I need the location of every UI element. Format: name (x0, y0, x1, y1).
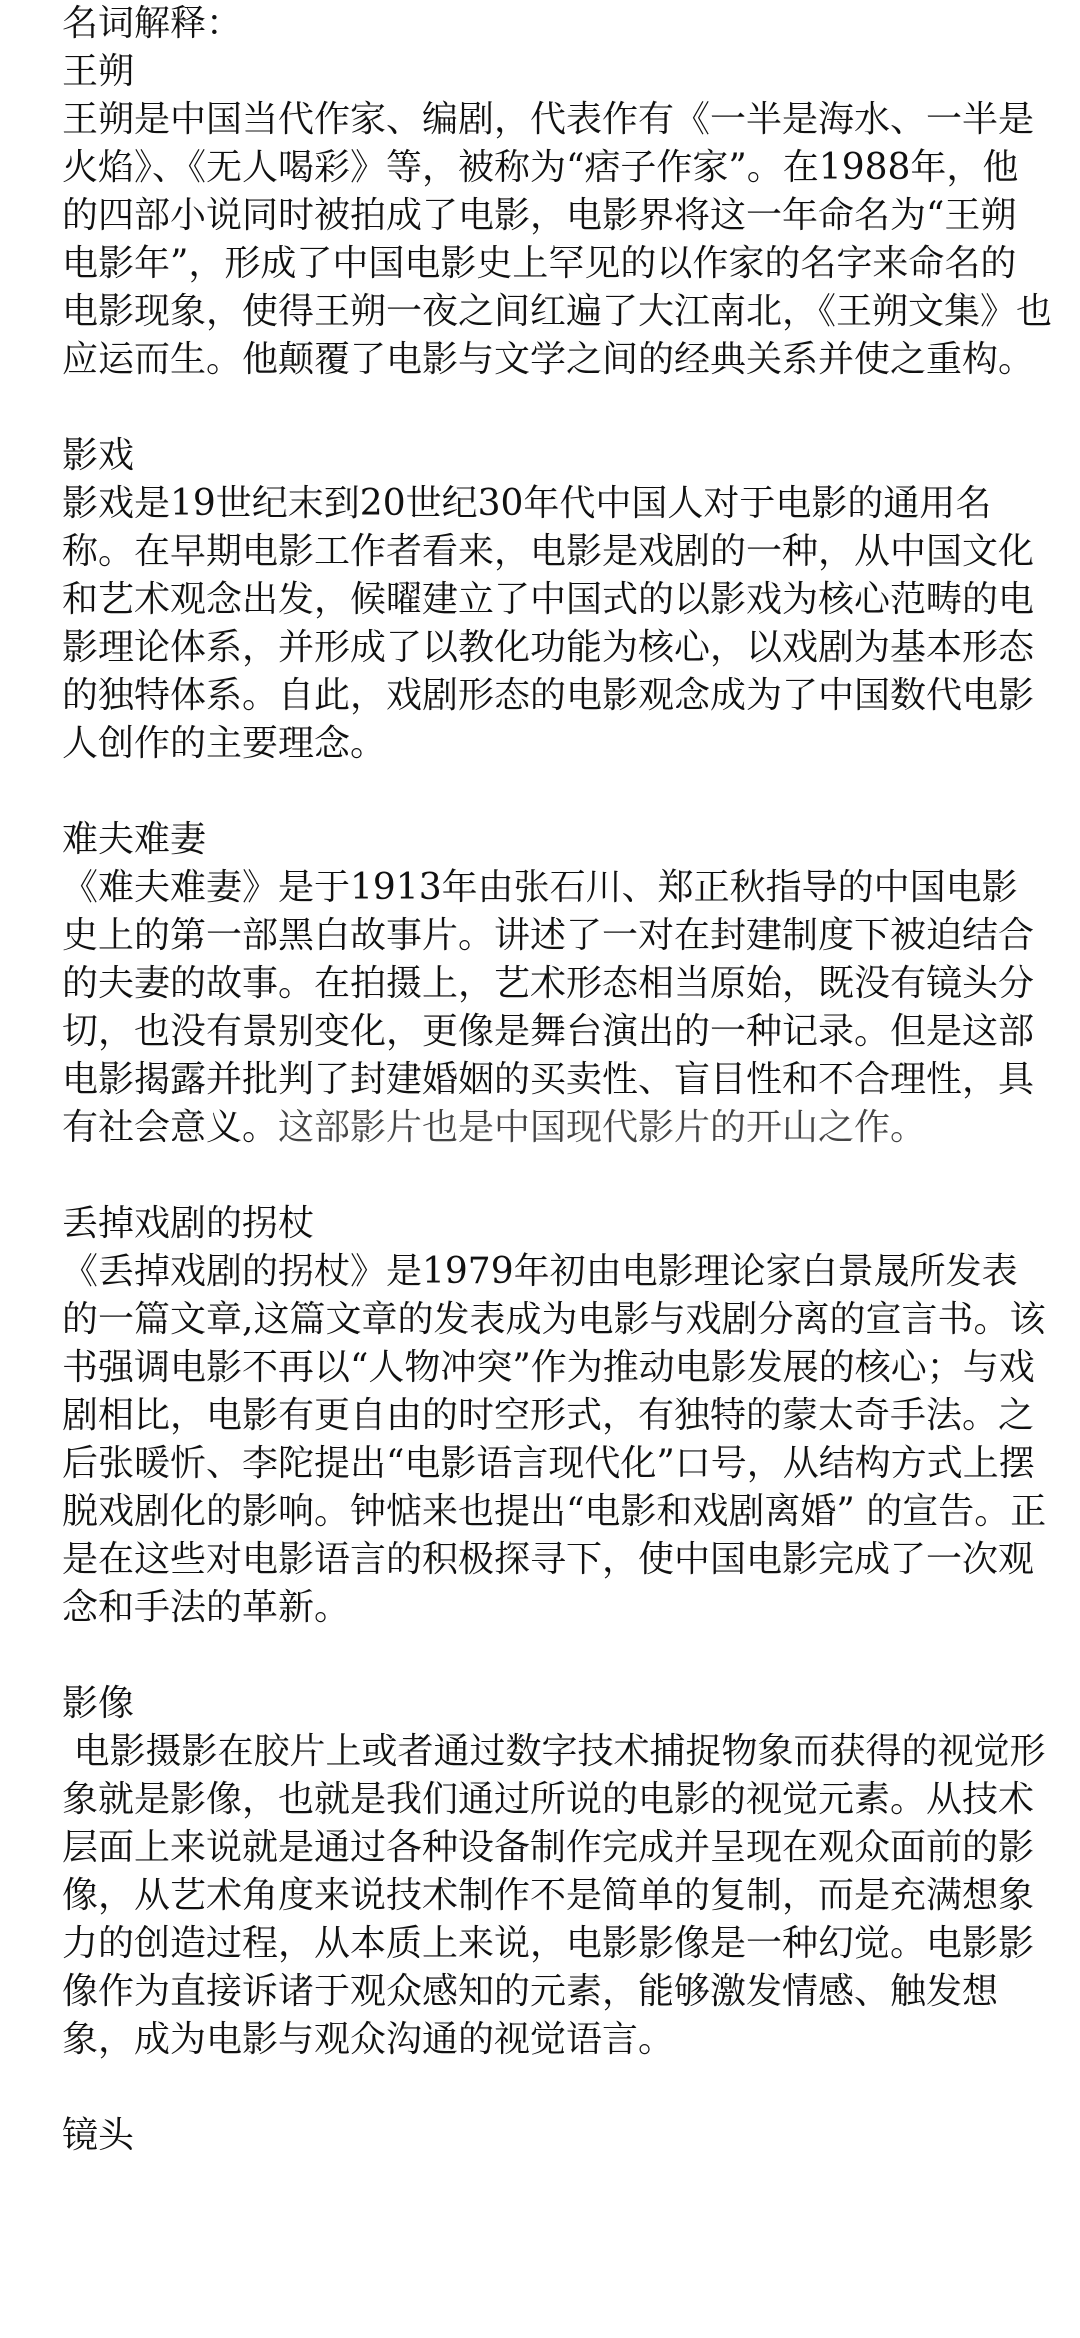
term-definition: 影戏是19世纪末到20世纪30年代中国人对于电影的通用名称。在早期电影工作者看来，电影是戏剧的一种，从中国文化和艺术观念出发，候曜建立了中国式的以影戏为核心范畴的电影理论体系，并形成了以教化功能为核心，以戏剧为基本形态的独特体系。自此，戏剧形态的电影观念成为了中国数代电影人创作的主要理念。 (62, 483, 1035, 764)
document-heading: 名词解释： (62, 3, 243, 44)
term-title: 影像 (62, 1683, 135, 1724)
document (62, 0, 1052, 2208)
term-definition-main: 《难夫难妻》是于1913年由张石川、郑正秋指导的中国电影史上的第一部黑白故事片。讲述了一对在封建制度下被迫结合的夫妻的故事。在拍摄上，艺术形态相当原始，既没有镜头分切，也没有景别变化，更像是舞台演出的一种记录。但是这部电影揭露并批判了封建婚姻的买卖性、盲目性和不合理性，具有社会意义。 (62, 867, 1035, 1148)
term-title: 丢掉戏剧的拐杖 (62, 1203, 315, 1244)
term-title: 影戏 (62, 435, 135, 476)
term-definition: 王朔是中国当代作家、编剧，代表作有《一半是海水、一半是火焰》、《无人喝彩》等，被称为“痞子作家”。在1988年，他的四部小说同时被拍成了电影，电影界将这一年命名为“王朔电影年”，形成了中国电影史上罕见的以作家的名字来命名的电影现象，使得王朔一夜之间红遍了大江南北，《王朔文集》也应运而生。他颠覆了电影与文学之间的经典关系并使之重构。 (62, 99, 1053, 380)
term-definition-tail: 这部影片也是中国现代影片的开山之作。 (278, 1107, 927, 1148)
section-ying-xi (62, 432, 1052, 768)
term-definition: 《丢掉戏剧的拐杖》是1979年初由电影理论家白景晟所发表的一篇文章,这篇文章的发表成为电影与戏剧分离的宣言书。该书强调电影不再以“人物冲突”作为推动电影发展的核心；与戏剧相比，电影有更自由的时空形式，有独特的蒙太奇手法。之后张暖忻、李陀提出“电影语言现代化”口号，从结构方式上摆脱戏剧化的影响。钟惦来也提出“电影和戏剧离婚” 的宣告。正是在这些对电影语言的积极探寻下，使中国电影完成了一次观念和手法的革新。 (62, 1251, 1047, 1628)
term-definition (62, 864, 1052, 1152)
term-title: 镜头 (62, 2115, 135, 2156)
term-title: 难夫难妻 (62, 819, 207, 860)
section-drop-drama-crutch (62, 1200, 1052, 1632)
section-wang-shuo (62, 48, 1052, 384)
section-jing-tou (62, 2112, 1052, 2160)
section-nan-fu-nan-qi (62, 816, 1052, 1152)
term-definition: 电影摄影在胶片上或者通过数字技术捕捉物象而获得的视觉形象就是影像，也就是我们通过所说的电影的视觉元素。从技术层面上来说就是通过各种设备制作完成并呈现在观众面前的影像，从艺术角度来说技术制作不是简单的复制，而是充满想象力的创造过程，从本质上来说，电影影像是一种幻觉。电影影像作为直接诉诸于观众感知的元素，能够激发情感、触发想象，成为电影与观众沟通的视觉语言。 (62, 1731, 1046, 2060)
term-title: 王朔 (62, 51, 135, 92)
section-ying-xiang (62, 1680, 1052, 2064)
